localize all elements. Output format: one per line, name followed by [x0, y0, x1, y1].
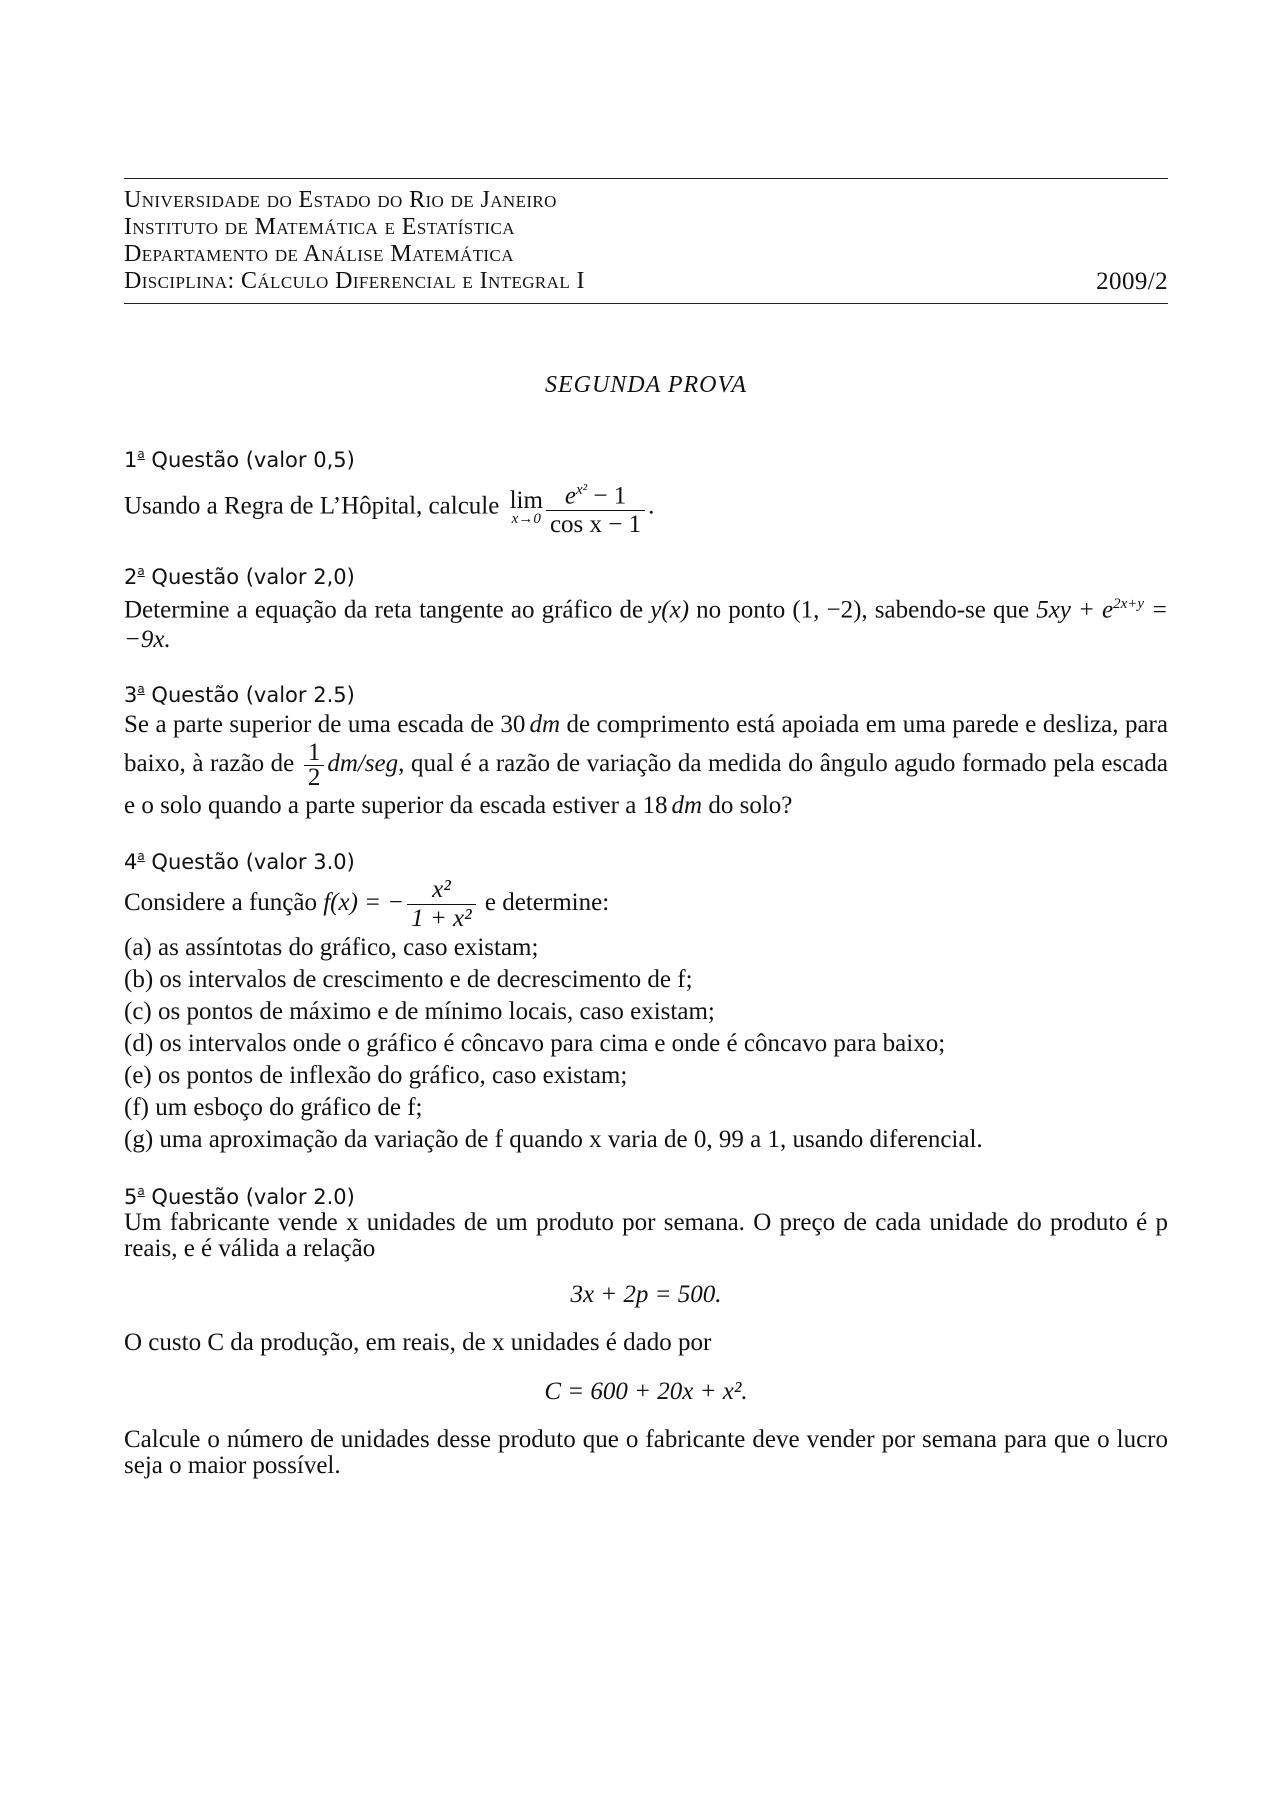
university-line: Universidade do Estado do Rio de Janeiro: [124, 187, 557, 213]
discipline-line: [124, 268, 1168, 295]
question-4: [124, 843, 1168, 1156]
bottom-rule: [124, 303, 1168, 304]
list-item: (c) os pontos de máximo e de mínimo locais, caso existam;: [124, 997, 715, 1025]
equation-2: C = 600 + 20x + x².: [544, 1377, 748, 1405]
header: [124, 179, 1168, 303]
list-item: (a) as assíntotas do gráfico, caso existam;: [124, 933, 539, 961]
question-1: [124, 441, 1168, 538]
question-3: [124, 676, 1168, 823]
exam-title: SEGUNDA PROVA: [544, 372, 748, 398]
question-5-heading: 5$^a$ Questão (valor 2.0): [124, 1183, 355, 1209]
question-4-items: [124, 932, 1168, 1156]
limit-fraction: $\frac{e^{x^2} - 1}{\text{cos x − 1}}$: [546, 477, 645, 538]
question-1-text: Usando a Regra de L’Hôpital, calcule lim x→0 $\frac{e^{x^2} - 1}{\text{cos x − 1}}$ .: [124, 477, 1168, 538]
question-3-text: Se a parte superior de uma escada de 30 dm de comprimento está apoiada em uma parede e desliza, para baixo, à razão de $\frac{1}{2}$ dm/seg, qual é a razão de variação da medida do ângulo agudo formado pela escada e o solo quando a parte superior da escada estiver a 18 dm do solo?: [124, 710, 1168, 819]
question-5: [124, 1178, 1168, 1479]
rate-fraction: $\frac{1}{2}$: [304, 742, 325, 789]
list-item: (d) os intervalos onde o gráfico é côncavo para cima e onde é côncavo para baixo;: [124, 1029, 946, 1057]
question-5-text-c: Calcule o número de unidades desse produto que o fabricante deve vender por semana para que o lucro seja o maior possível.: [124, 1425, 1168, 1479]
department-line: Departamento de Análise Matemática: [124, 241, 514, 267]
question-5-text-a: Um fabricante vende x unidades de um produto por semana. O preço de cada unidade do produto é p reais, e é válida a relação: [124, 1208, 1168, 1262]
question-1-heading: 1$^a$ Questão (valor 0,5): [124, 447, 355, 472]
list-item: (b) os intervalos de crescimento e de decrescimento de f;: [124, 965, 693, 993]
question-2: [124, 558, 1168, 653]
list-item: (f) um esboço do gráfico de f;: [124, 1093, 423, 1121]
question-2-heading: 2$^a$ Questão (valor 2,0): [124, 564, 355, 590]
list-item: (g) uma aproximação da variação de f quando x varia de 0, 99 a 1, usando diferencial.: [124, 1125, 983, 1153]
limit: lim x→0: [509, 486, 543, 527]
question-2-text: Determine a equação da reta tangente ao gráfico de y(x) no ponto (1, −2), sabendo-se que $5xy + e^{2x+y} = -9x$.: [124, 596, 1168, 653]
question-4-heading: 4$^a$ Questão (valor 3.0): [124, 848, 355, 874]
question-5-text-b: O custo C da produção, em reais, de x unidades é dado por: [124, 1328, 712, 1356]
institute-line: Instituto de Matemática e Estatística: [124, 214, 515, 240]
list-item: (e) os pontos de inflexão do gráfico, caso existam;: [124, 1061, 628, 1089]
function-fraction: $\frac{\text{x²}}{\text{1 + x²}}$: [407, 877, 475, 932]
question-3-heading: 3$^a$ Questão (valor 2.5): [124, 681, 355, 707]
equation-1: 3x + 2p = 500.: [570, 1280, 722, 1308]
year: 2009/2: [1096, 268, 1168, 295]
discipline: Disciplina: Cálculo Diferencial e Integral I: [124, 268, 585, 294]
exam-page: [124, 178, 1168, 1479]
question-4-intro: Considere a função f(x) = − $\frac{\text{x²}}{\text{1 + x²}}$ e determine:: [124, 875, 610, 932]
